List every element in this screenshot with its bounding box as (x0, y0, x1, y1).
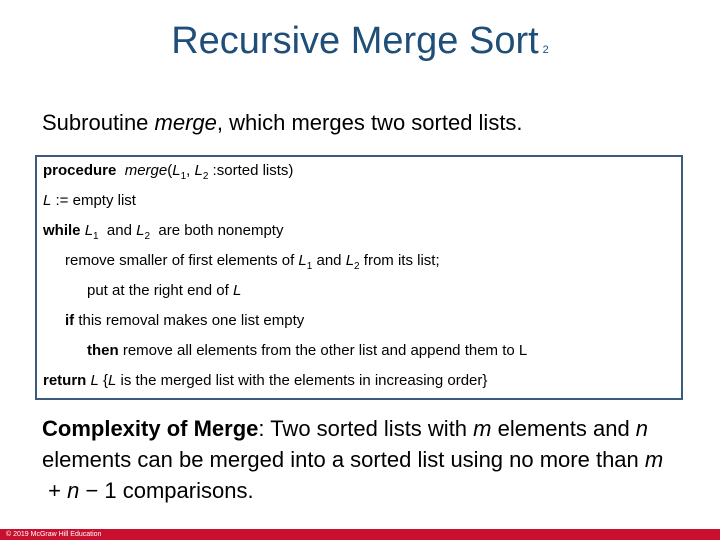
code-line-remove (65, 252, 440, 272)
complexity-label: Complexity of Merge (42, 416, 259, 441)
code-text: := empty list (51, 192, 136, 209)
complexity-text: elements can be merged into a sorted list using no more than (42, 447, 645, 472)
code-line-return (43, 372, 487, 389)
slide-title-suffix: 2 (542, 44, 549, 56)
var-L: L (84, 222, 94, 239)
var-L: L (43, 192, 52, 209)
comma: , (186, 162, 195, 179)
code-text: are both nonempty (150, 222, 284, 239)
complexity-text: − 1 comparisons. (79, 478, 254, 503)
code-text: remove smaller of first elements of (65, 252, 299, 269)
sub-1: 1 (306, 261, 313, 272)
code-text: from its list; (359, 252, 440, 269)
var-L: L (90, 372, 99, 389)
kw-if: if (65, 312, 75, 329)
code-line-then (87, 342, 527, 359)
var-m: m (644, 447, 664, 472)
pseudocode-box (35, 155, 683, 400)
kw-return: return (43, 372, 87, 389)
code-text: :sorted lists) (208, 162, 294, 179)
footer-bar (0, 529, 720, 540)
intro-before: Subroutine (42, 110, 155, 135)
code-line-while (43, 222, 283, 242)
sub-2: 2 (144, 231, 151, 242)
slide-title-text: Recursive Merge Sort (171, 20, 539, 62)
intro-after: , which merges two sorted lists. (216, 110, 523, 135)
proc-name: merge (124, 162, 168, 179)
complexity-text: elements and (491, 416, 636, 441)
var-L: L (194, 162, 203, 179)
code-text: { (98, 372, 109, 389)
code-text: and (98, 222, 137, 239)
sub-1: 1 (93, 231, 99, 242)
code-line-procedure (43, 162, 293, 182)
intro-emph: merge (154, 110, 217, 135)
intro-text (42, 110, 523, 136)
code-text: this removal makes one list empty (74, 312, 305, 329)
paren: ( (167, 162, 173, 179)
code-text: put at the right end of (87, 282, 233, 299)
var-L: L (232, 282, 242, 299)
code-line-init (43, 192, 136, 209)
code-text: remove all elements from the other list and append them to L (118, 342, 528, 359)
kw-procedure: procedure (43, 162, 117, 179)
code-text: is the merged list with the elements in increasing order} (116, 372, 488, 389)
var-m: m (473, 416, 492, 441)
code-line-if (65, 312, 304, 329)
copyright-text: © 2019 McGraw Hill Education (6, 531, 102, 538)
complexity-paragraph (42, 413, 692, 506)
complexity-text: : Two sorted lists with (258, 416, 474, 441)
sub-2: 2 (354, 261, 360, 272)
sub-2: 2 (202, 171, 209, 182)
complexity-text: + (42, 478, 68, 503)
code-line-put (87, 282, 241, 299)
sub-1: 1 (180, 171, 187, 182)
var-L: L (345, 252, 355, 269)
var-n: n (67, 478, 80, 503)
var-L: L (172, 162, 181, 179)
kw-then: then (87, 342, 119, 359)
var-L: L (136, 222, 145, 239)
var-L: L (298, 252, 307, 269)
kw-while: while (43, 222, 81, 239)
code-text: and (312, 252, 346, 269)
var-L: L (108, 372, 117, 389)
slide-title (0, 20, 720, 63)
var-n: n (635, 416, 649, 441)
